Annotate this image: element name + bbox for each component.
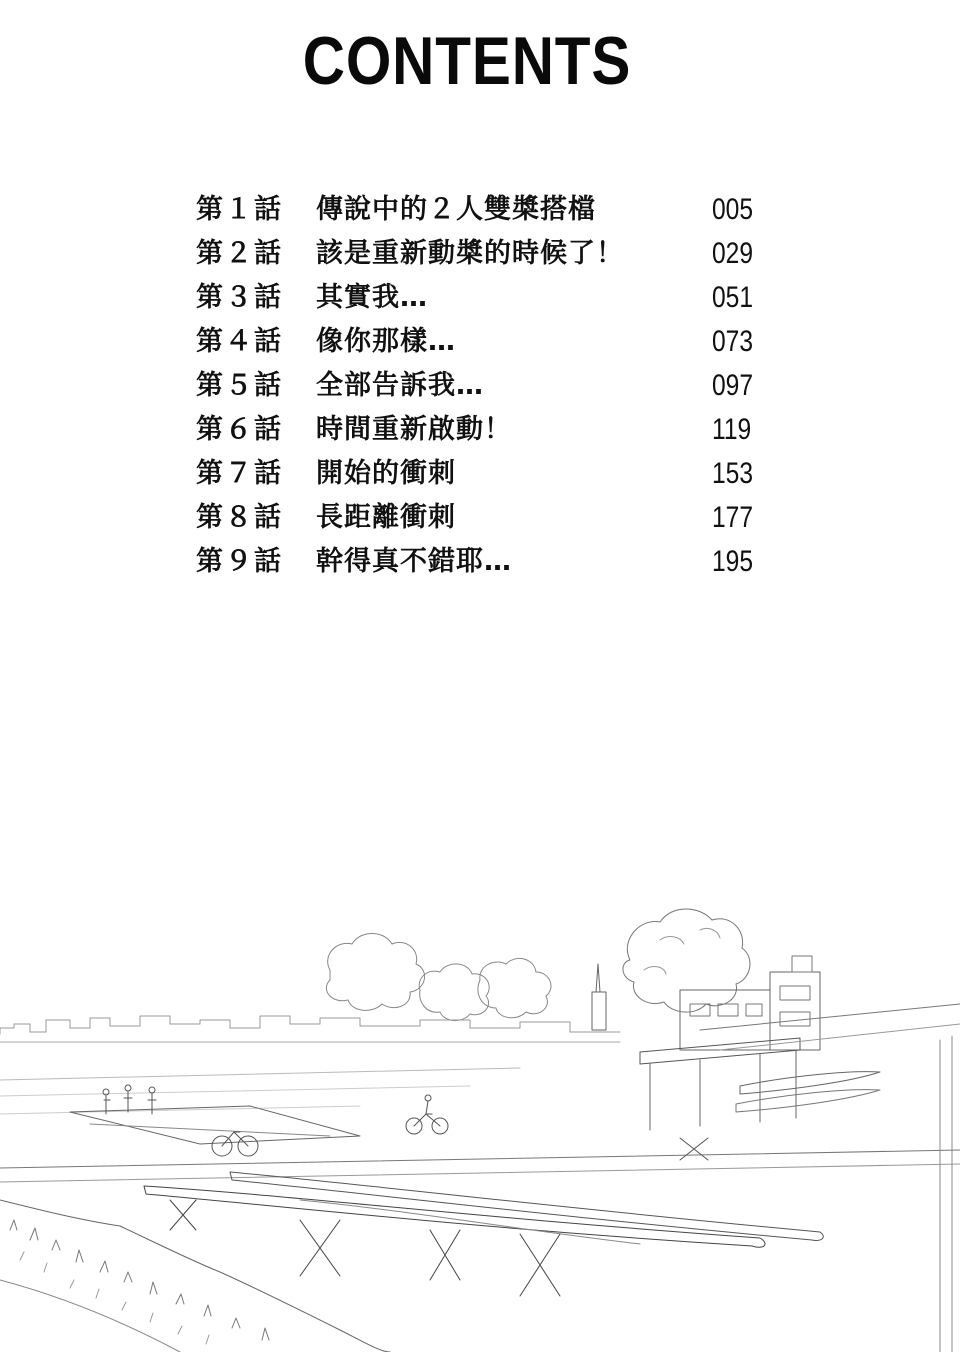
toc-entry[interactable] (196, 232, 796, 276)
chapter-number: 第９話 (196, 546, 283, 577)
chapter-number: 第７話 (196, 458, 283, 489)
riverside-boathouse-sketch (0, 900, 960, 1352)
chapter-title: 傳說中的２人雙槳搭檔 (316, 194, 596, 225)
toc-entry[interactable] (196, 364, 796, 408)
chapter-number: 第８話 (196, 502, 283, 533)
chapter-page-number: 195 (712, 545, 754, 578)
chapter-number: 第２話 (196, 238, 283, 269)
toc-entry[interactable] (196, 540, 796, 584)
chapter-title: 長距離衝刺 (316, 502, 456, 533)
chapter-title: 其實我… (316, 282, 428, 313)
chapter-title: 該是重新動槳的時候了！ (316, 238, 624, 269)
chapter-page-number: 177 (712, 501, 754, 534)
toc-entry[interactable] (196, 452, 796, 496)
chapter-title: 像你那樣… (316, 326, 456, 357)
chapter-page-number: 153 (712, 457, 754, 490)
chapter-page-number: 051 (712, 281, 754, 314)
chapter-page-number: 097 (712, 369, 754, 402)
toc-entry[interactable] (196, 408, 796, 452)
toc-entry[interactable] (196, 496, 796, 540)
chapter-page-number: 073 (712, 325, 754, 358)
chapter-title: 時間重新啟動！ (316, 414, 512, 445)
table-of-contents (196, 188, 796, 584)
toc-entry[interactable] (196, 188, 796, 232)
chapter-number: 第４話 (196, 326, 283, 357)
chapter-page-number: 029 (712, 237, 754, 270)
toc-entry[interactable] (196, 320, 796, 364)
page-title: CONTENTS (302, 23, 632, 99)
chapter-number: 第３話 (196, 282, 283, 313)
chapter-number: 第１話 (196, 194, 283, 225)
toc-entry[interactable] (196, 276, 796, 320)
chapter-number: 第６話 (196, 414, 283, 445)
chapter-title: 開始的衝刺 (316, 458, 456, 489)
chapter-page-number: 119 (712, 413, 752, 446)
chapter-page-number: 005 (712, 193, 754, 226)
chapter-title: 全部告訴我… (316, 370, 484, 401)
chapter-title: 幹得真不錯耶… (316, 546, 512, 577)
chapter-number: 第５話 (196, 370, 283, 401)
